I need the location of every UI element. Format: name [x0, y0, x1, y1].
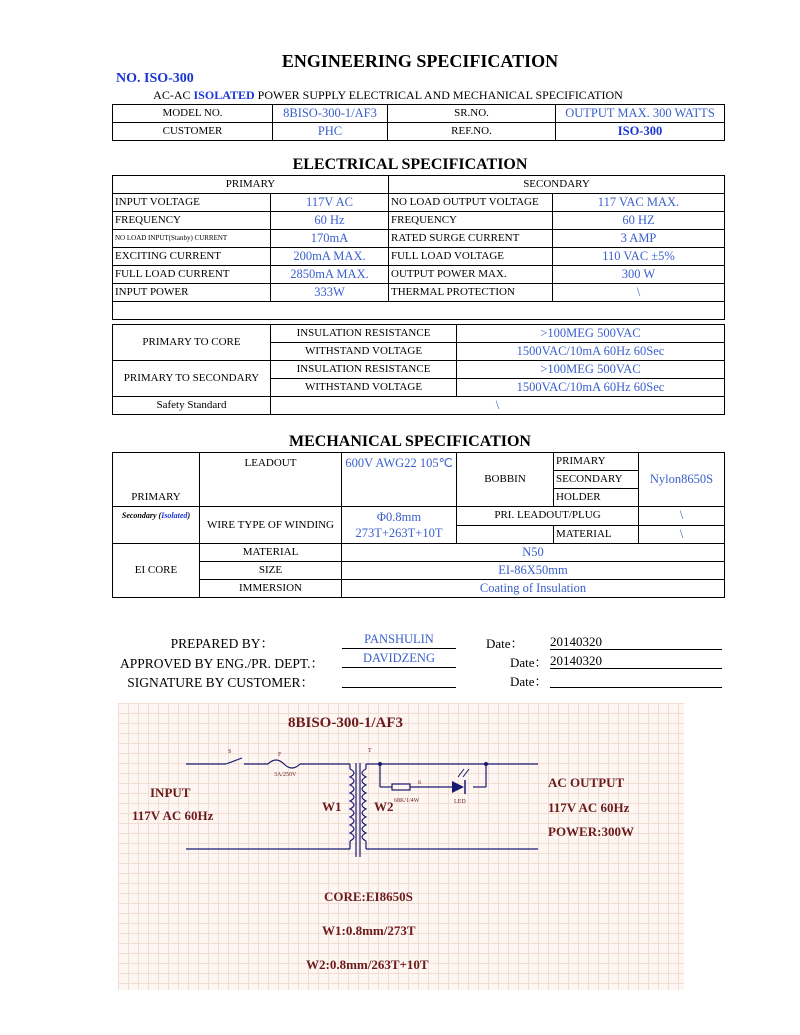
approved-by-value: DAVIDZENG [342, 651, 456, 668]
date-label-3: Date： [510, 674, 548, 689]
document-subtitle [0, 88, 776, 103]
bobbin-value: Nylon8650S [639, 453, 725, 507]
secondary-param-label: RATED SURGE CURRENT [389, 230, 553, 248]
safety-standard-label: Safety Standard [113, 397, 271, 415]
customer-value: PHC [273, 123, 388, 141]
table-row [113, 266, 725, 284]
secondary-suffix: ) [187, 511, 191, 520]
secondary-param-label: THERMAL PROTECTION [389, 284, 553, 302]
table-row [113, 453, 725, 471]
secondary-isolated: Isolated [161, 511, 188, 520]
date-value-3 [550, 672, 722, 688]
wire-turns: 273T+263T+10T [355, 526, 443, 540]
subtitle-isolated: ISOLATED [193, 88, 255, 102]
resistor-label: R [418, 781, 422, 786]
input-label: INPUT [150, 785, 191, 800]
bobbin-material-value: \ [639, 525, 725, 544]
table-row [113, 544, 725, 562]
secondary-param-value: 60 HZ [553, 212, 725, 230]
table-row [113, 105, 725, 123]
withstand-voltage-value: 1500VAC/10mA 60Hz 60Sec [457, 343, 725, 361]
table-row [113, 123, 725, 141]
bobbin-label: BOBBIN [457, 453, 554, 507]
pri-leadout-label: PRI. LEADOUT/PLUG [457, 507, 639, 526]
secondary-param-value: 3 AMP [553, 230, 725, 248]
bobbin-material-label: MATERIAL [554, 525, 639, 544]
insulation-resistance-value: >100MEG 500VAC [457, 361, 725, 379]
secondary-header: SECONDARY [389, 176, 725, 194]
circuit-drawing [118, 703, 684, 990]
primary-param-label: INPUT POWER [113, 284, 271, 302]
insulation-resistance-label: INSULATION RESISTANCE [271, 325, 457, 343]
date-value-2: 20140320 [550, 653, 722, 669]
table-row [113, 248, 725, 266]
core-spec: CORE:EI8650S [324, 889, 413, 904]
size-value: EI-86X50mm [342, 562, 725, 580]
fuse-label: F [278, 752, 282, 758]
page-title: ENGINEERING SPECIFICATION [281, 51, 559, 71]
subtitle-suffix: POWER SUPPLY ELECTRICAL AND MECHANICAL SPECIFICATION [254, 88, 623, 102]
table-row [113, 212, 725, 230]
electrical-table [112, 175, 725, 320]
mech-primary-label: PRIMARY [113, 453, 200, 507]
primary-param-value: 2850mA MAX. [271, 266, 389, 284]
output-power: POWER:300W [548, 824, 634, 839]
table-row [113, 176, 725, 194]
switch-label: S [228, 749, 232, 755]
document-number: NO. ISO-300 [116, 71, 194, 86]
primary-param-value: 117V AC [271, 194, 389, 212]
led-label: LED [454, 799, 466, 805]
core-material-label: MATERIAL [200, 544, 342, 562]
core-material-value: N50 [342, 544, 725, 562]
table-row [113, 302, 725, 320]
secondary-param-value: 300 W [553, 266, 725, 284]
table-row [113, 284, 725, 302]
winding-w2: W2 [374, 799, 394, 814]
wire-type-value [342, 507, 457, 544]
leadout-label: LEADOUT [200, 453, 342, 507]
sr-label: SR.NO. [388, 105, 556, 123]
safety-standard-value: \ [271, 397, 725, 415]
table-row [113, 397, 725, 415]
table-row [113, 230, 725, 248]
primary-param-value: 333W [271, 284, 389, 302]
primary-param-value: 60 Hz [271, 212, 389, 230]
table-row [113, 580, 725, 598]
w2-spec: W2:0.8mm/263T+10T [306, 957, 429, 972]
withstand-voltage-label: WITHSTAND VOLTAGE [271, 343, 457, 361]
table-row [113, 361, 725, 379]
primary-to-secondary-label: PRIMARY TO SECONDARY [113, 361, 271, 397]
schematic-diagram [118, 703, 684, 990]
prepared-by-value: PANSHULIN [342, 632, 456, 649]
mech-secondary-label [113, 507, 200, 544]
mechanical-table [112, 452, 725, 598]
primary-param-label: NO LOAD INPUT(Stanby) CURRENT [113, 230, 271, 248]
output-label: AC OUTPUT [548, 775, 625, 790]
table-row [113, 325, 725, 343]
secondary-param-value: 110 VAC ±5% [553, 248, 725, 266]
ref-label: REF.NO. [388, 123, 556, 141]
secondary-param-label: FREQUENCY [389, 212, 553, 230]
output-spec: 117V AC 60Hz [548, 800, 630, 815]
wire-diameter: Φ0.8mm [376, 510, 422, 524]
table-row [113, 562, 725, 580]
ei-core-label: EI CORE [113, 544, 200, 598]
secondary-param-label: FULL LOAD VOLTAGE [389, 248, 553, 266]
bobbin-primary-label: PRIMARY [554, 453, 639, 471]
info-table [112, 104, 725, 141]
prepared-by-label: PREPARED BY： [170, 636, 274, 651]
insulation-resistance-value: >100MEG 500VAC [457, 325, 725, 343]
table-row [113, 194, 725, 212]
resistor-value: 68K/1/4W [394, 798, 420, 804]
secondary-param-value: 117 VAC MAX. [553, 194, 725, 212]
size-label: SIZE [200, 562, 342, 580]
leadout-value: 600V AWG22 105℃ [342, 453, 457, 507]
primary-param-value: 170mA [271, 230, 389, 248]
spacer-row [113, 302, 725, 320]
transformer-label: T [368, 748, 372, 754]
input-spec: 117V AC 60Hz [132, 808, 214, 823]
primary-param-value: 200mA MAX. [271, 248, 389, 266]
schematic-title: 8BISO-300-1/AF3 [288, 715, 404, 731]
winding-w1: W1 [322, 799, 342, 814]
model-label: MODEL NO. [113, 105, 273, 123]
primary-param-label: INPUT VOLTAGE [113, 194, 271, 212]
secondary-param-label: NO LOAD OUTPUT VOLTAGE [389, 194, 553, 212]
table-row [113, 507, 725, 526]
primary-param-label: FREQUENCY [113, 212, 271, 230]
model-value: 8BISO-300-1/AF3 [273, 105, 388, 123]
date-label-1: Date： [486, 636, 524, 651]
date-value-1: 20140320 [550, 634, 722, 650]
withstand-voltage-value: 1500VAC/10mA 60Hz 60Sec [457, 379, 725, 397]
approved-by-label: APPROVED BY ENG./PR. DEPT.： [119, 656, 324, 671]
immersion-label: IMMERSION [200, 580, 342, 598]
bobbin-material-blank [457, 525, 554, 544]
secondary-prefix: Secondary ( [121, 511, 162, 520]
customer-signature-value [342, 671, 456, 688]
mechanical-title: MECHANICAL SPECIFICATION [289, 433, 531, 450]
date-label-2: Date： [510, 655, 548, 670]
secondary-param-label: OUTPUT POWER MAX. [389, 266, 553, 284]
pri-leadout-value: \ [639, 507, 725, 526]
electrical-title: ELECTRICAL SPECIFICATION [292, 156, 528, 173]
primary-to-core-label: PRIMARY TO CORE [113, 325, 271, 361]
subtitle-prefix: AC-AC [153, 88, 194, 102]
ref-value: ISO-300 [556, 123, 725, 141]
fuse-rating: 3A/250V [274, 772, 297, 778]
insulation-table [112, 324, 725, 415]
customer-label: CUSTOMER [113, 123, 273, 141]
bobbin-secondary-label: SECONDARY [554, 471, 639, 489]
wire-type-label: WIRE TYPE OF WINDING [200, 507, 342, 544]
primary-param-label: FULL LOAD CURRENT [113, 266, 271, 284]
insulation-resistance-label: INSULATION RESISTANCE [271, 361, 457, 379]
immersion-value: Coating of Insulation [342, 580, 725, 598]
w1-spec: W1:0.8mm/273T [322, 923, 416, 938]
secondary-param-value: \ [553, 284, 725, 302]
primary-param-label: EXCITING CURRENT [113, 248, 271, 266]
withstand-voltage-label: WITHSTAND VOLTAGE [271, 379, 457, 397]
customer-signature-label: SIGNATURE BY CUSTOMER： [127, 675, 314, 690]
sr-value: OUTPUT MAX. 300 WATTS [556, 105, 725, 123]
bobbin-holder-label: HOLDER [554, 489, 639, 507]
primary-header: PRIMARY [113, 176, 389, 194]
